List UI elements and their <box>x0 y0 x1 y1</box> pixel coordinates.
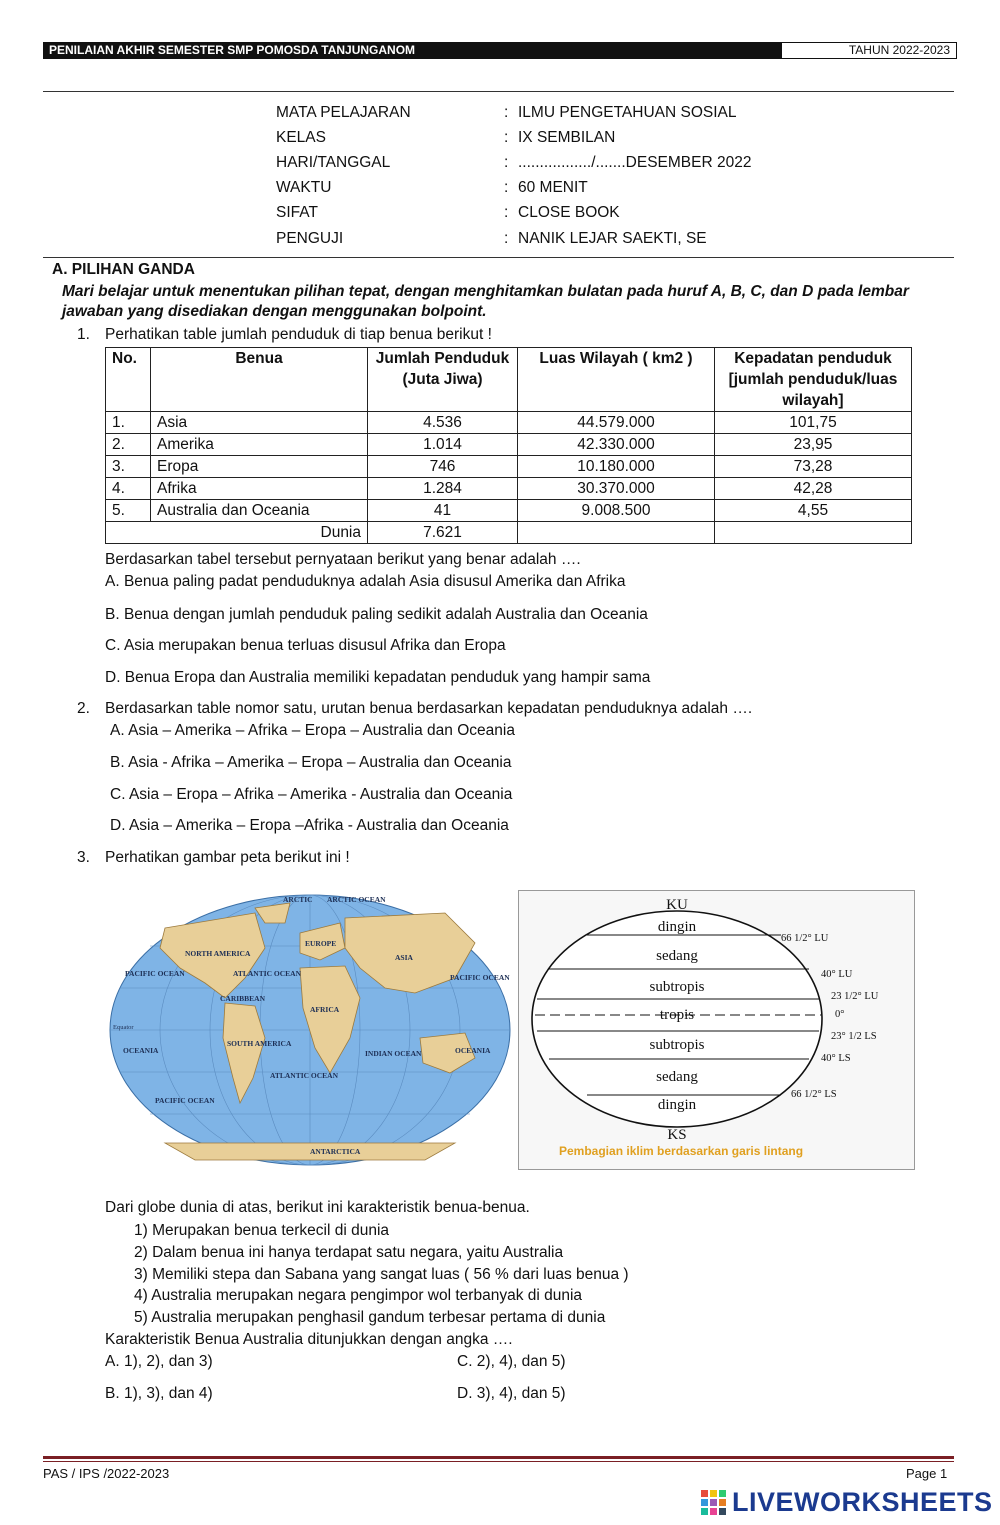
map-label: ASIA <box>395 953 413 962</box>
map-label: ATLANTIC OCEAN <box>270 1071 338 1080</box>
q1-text: Perhatikan table jumlah penduduk di tiap benua berikut ! <box>105 326 492 343</box>
q1-option-d[interactable]: D. Benua Eropa dan Australia memiliki kepadatan penduduk yang hampir sama <box>105 669 651 686</box>
info-value: IX SEMBILAN <box>518 129 616 146</box>
q3-option-a[interactable]: A. 1), 2), dan 3) <box>105 1353 213 1370</box>
q3-text: Perhatikan gambar peta berikut ini ! <box>105 849 350 866</box>
latitude-label: 23° 1/2 LS <box>831 1031 877 1042</box>
table-cell: 7.621 <box>368 522 518 544</box>
info-sep: : <box>504 129 509 146</box>
table-cell <box>715 522 912 544</box>
table-cell: 30.370.000 <box>518 478 715 500</box>
table-cell: Amerika <box>151 434 368 456</box>
table-cell: 23,95 <box>715 434 912 456</box>
table-row <box>106 412 912 434</box>
table-cell: 1. <box>106 412 151 434</box>
q1-prompt: Berdasarkan tabel tersebut pernyataan berikut yang benar adalah …. <box>105 551 581 568</box>
info-label: SIFAT <box>276 204 318 221</box>
table-header: Kepadatan penduduk [jumlah penduduk/luas wilayah] <box>715 348 912 412</box>
q1-number: 1. <box>77 326 90 343</box>
info-sep: : <box>504 104 509 121</box>
info-value: NANIK LEJAR SAEKTI, SE <box>518 230 707 247</box>
table-cell: Australia dan Oceania <box>151 500 368 522</box>
table-cell: 3. <box>106 456 151 478</box>
section-heading: A. PILIHAN GANDA <box>52 261 195 278</box>
instruction-line: jawaban yang disediakan dengan menggunakan bolpoint. <box>62 303 487 320</box>
zone-band-label: dingin <box>657 919 697 935</box>
header-title: PENILAIAN AKHIR SEMESTER SMP POMOSDA TANJUNGANOM <box>43 42 781 59</box>
q3-item: 3) Memiliki stepa dan Sabana yang sangat luas ( 56 % dari luas benua ) <box>134 1266 629 1283</box>
table-cell: Eropa <box>151 456 368 478</box>
map-label: SOUTH AMERICA <box>227 1039 292 1048</box>
page-number: Page 1 <box>906 1466 948 1481</box>
table-cell: 1.014 <box>368 434 518 456</box>
info-label: WAKTU <box>276 179 332 196</box>
map-label: ARCTIC <box>283 895 313 904</box>
table-cell: 10.180.000 <box>518 456 715 478</box>
map-label: ARCTIC OCEAN <box>327 895 386 904</box>
table-cell <box>518 522 715 544</box>
table-header: Benua <box>151 348 368 412</box>
table-cell: 101,75 <box>715 412 912 434</box>
info-sep: : <box>504 230 509 247</box>
map-label: INDIAN OCEAN <box>365 1049 422 1058</box>
table-header: Jumlah Penduduk (Juta Jiwa) <box>368 348 518 412</box>
q3-item: 1) Merupakan benua terkecil di dunia <box>134 1222 390 1239</box>
table-cell: 1.284 <box>368 478 518 500</box>
latitude-label: 66 1/2° LU <box>781 933 829 944</box>
q1-option-a[interactable]: A. Benua paling padat penduduknya adalah Asia disusul Amerika dan Afrika <box>105 573 626 590</box>
table-cell: 4,55 <box>715 500 912 522</box>
table-row <box>106 456 912 478</box>
climate-zone-graphic <box>519 891 914 1169</box>
zone-caption: Pembagian iklim berdasarkan garis lintang <box>559 1144 804 1158</box>
footer-rule <box>43 1456 954 1459</box>
map-label: CARIBBEAN <box>220 994 266 1003</box>
table-cell: 5. <box>106 500 151 522</box>
q3-question: Karakteristik Benua Australia ditunjukkan dengan angka …. <box>105 1331 513 1348</box>
latitude-label: 0° <box>835 1009 845 1020</box>
info-label: HARI/TANGGAL <box>276 154 391 171</box>
info-value: ILMU PENGETAHUAN SOSIAL <box>518 104 737 121</box>
divider <box>43 91 954 92</box>
climate-zone-diagram <box>518 890 915 1170</box>
divider <box>43 257 954 258</box>
liveworksheets-icon <box>700 1489 728 1517</box>
q2-option-b[interactable]: B. Asia - Afrika – Amerika – Eropa – Australia dan Oceania <box>110 754 512 771</box>
q3-item: 4) Australia merupakan negara pengimpor wol terbanyak di dunia <box>134 1287 583 1304</box>
liveworksheets-brand: LIVEWORKSHEETS <box>732 1487 993 1517</box>
q2-option-a[interactable]: A. Asia – Amerika – Afrika – Eropa – Australia dan Oceania <box>110 722 515 739</box>
q3-option-b[interactable]: B. 1), 3), dan 4) <box>105 1385 213 1402</box>
map-label: AFRICA <box>310 1005 340 1014</box>
latitude-label: 40° LS <box>821 1053 851 1064</box>
map-label: PACIFIC OCEAN <box>155 1096 215 1105</box>
q3-item: 2) Dalam benua ini hanya terdapat satu negara, yaitu Australia <box>134 1244 564 1261</box>
q1-option-b[interactable]: B. Benua dengan jumlah penduduk paling sedikit adalah Australia dan Oceania <box>105 606 648 623</box>
info-sep: : <box>504 179 509 196</box>
q2-text: Berdasarkan table nomor satu, urutan benua berdasarkan kepadatan penduduknya adalah …. <box>105 700 753 717</box>
zone-band-label: sedang <box>656 1069 698 1085</box>
info-label: PENGUJI <box>276 230 344 247</box>
info-value: ................./.......DESEMBER 2022 <box>518 154 752 171</box>
zone-pole-label: KU <box>666 897 688 913</box>
map-label: Equator <box>113 1024 134 1031</box>
table-header: Luas Wilayah ( km2 ) <box>518 348 715 412</box>
world-map <box>105 888 515 1173</box>
table-row <box>106 500 912 522</box>
q3-number: 3. <box>77 849 90 866</box>
zone-band-label: dingin <box>657 1097 697 1113</box>
zone-band-label: sedang <box>656 948 698 964</box>
table-row <box>106 478 912 500</box>
latitude-label: 40° LU <box>821 969 853 980</box>
q3-option-d[interactable]: D. 3), 4), dan 5) <box>457 1385 566 1402</box>
latitude-label: 23 1/2° LU <box>831 991 879 1002</box>
zone-band-label: subtropis <box>649 1037 705 1053</box>
table-cell: 9.008.500 <box>518 500 715 522</box>
zone-band-label: tropis <box>659 1007 695 1023</box>
info-label: KELAS <box>276 129 326 146</box>
q2-number: 2. <box>77 700 90 717</box>
table-cell: 41 <box>368 500 518 522</box>
zone-band-label: subtropis <box>649 979 705 995</box>
table-header-row <box>106 348 912 412</box>
table-cell: 4. <box>106 478 151 500</box>
world-map-graphic <box>105 888 515 1173</box>
map-label: EUROPE <box>305 939 337 948</box>
instruction-line: Mari belajar untuk menentukan pilihan tepat, dengan menghitamkan bulatan pada huruf A, B, C, dan D pada lembar <box>62 283 909 300</box>
population-table <box>105 347 912 544</box>
table-cell: Afrika <box>151 478 368 500</box>
table-cell: 42.330.000 <box>518 434 715 456</box>
table-cell: 4.536 <box>368 412 518 434</box>
q2-option-c[interactable]: C. Asia – Eropa – Afrika – Amerika - Australia dan Oceania <box>110 786 513 803</box>
map-label: ATLANTIC OCEAN <box>233 969 301 978</box>
zone-pole-label: KS <box>667 1127 687 1143</box>
info-label: MATA PELAJARAN <box>276 104 411 121</box>
latitude-label: 66 1/2° LS <box>791 1089 837 1100</box>
info-value: CLOSE BOOK <box>518 204 620 221</box>
info-sep: : <box>504 154 509 171</box>
footer-left-text: PAS / IPS /2022-2023 <box>43 1466 170 1481</box>
table-cell: Asia <box>151 412 368 434</box>
table-cell: 2. <box>106 434 151 456</box>
map-label: OCEANIA <box>455 1046 491 1055</box>
info-sep: : <box>504 204 509 221</box>
table-row <box>106 434 912 456</box>
table-cell: Dunia <box>106 522 368 544</box>
q3-item: 5) Australia merupakan penghasil gandum terbesar pertama di dunia <box>134 1309 606 1326</box>
map-label: PACIFIC OCEAN <box>450 973 510 982</box>
q3-prompt: Dari globe dunia di atas, berikut ini karakteristik benua-benua. <box>105 1199 530 1216</box>
table-total-row <box>106 522 912 544</box>
map-label: OCEANIA <box>123 1046 159 1055</box>
map-label: NORTH AMERICA <box>185 949 251 958</box>
table-cell: 42,28 <box>715 478 912 500</box>
table-cell: 44.579.000 <box>518 412 715 434</box>
table-header: No. <box>106 348 151 412</box>
info-value: 60 MENIT <box>518 179 588 196</box>
q3-option-c[interactable]: C. 2), 4), dan 5) <box>457 1353 566 1370</box>
table-cell: 746 <box>368 456 518 478</box>
footer-rule <box>43 1461 954 1462</box>
q1-option-c[interactable]: C. Asia merupakan benua terluas disusul Afrika dan Eropa <box>105 637 506 654</box>
map-label: ANTARCTICA <box>310 1147 361 1156</box>
map-label: PACIFIC OCEAN <box>125 969 185 978</box>
table-cell: 73,28 <box>715 456 912 478</box>
q2-option-d[interactable]: D. Asia – Amerika – Eropa –Afrika - Australia dan Oceania <box>110 817 509 834</box>
header-year: TAHUN 2022-2023 <box>781 42 957 59</box>
